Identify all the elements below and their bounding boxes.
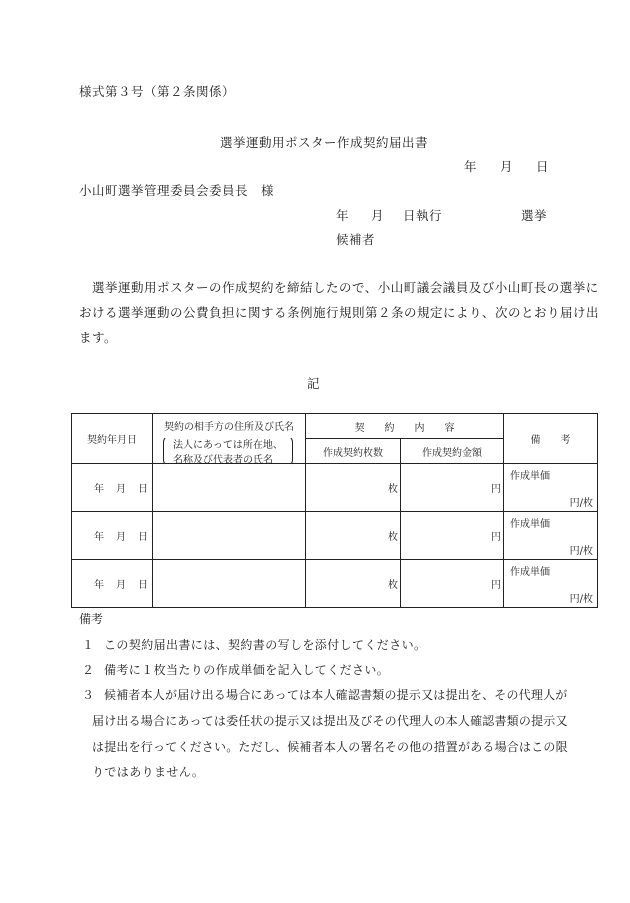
row-party (153, 464, 306, 512)
date-year-label: 年 (464, 159, 478, 174)
note-number-2: ２ (82, 663, 95, 677)
row-amount-unit: 円 (401, 512, 504, 560)
row-count-unit: 枚 (306, 560, 401, 608)
document-title: 選挙運動用ポスター作成契約届出書 (220, 135, 429, 150)
record-label: 記 (307, 376, 321, 391)
note-number-3: ３ (82, 688, 95, 702)
row-remarks (504, 464, 598, 512)
row-date: 年 月 日 (72, 512, 153, 560)
election-year-label: 年 (336, 208, 350, 223)
unit-price-label: 作成単価 (510, 519, 550, 530)
unit-price-label: 作成単価 (510, 471, 550, 482)
header-poster-count: 作成契約枚数 (306, 439, 401, 464)
form-number: 様式第３号（第２条関係） (79, 84, 236, 99)
table-row (72, 464, 598, 512)
table-row (72, 512, 598, 560)
row-remarks (504, 560, 598, 608)
header-party-line1: 契約の相手方の住所及び氏名 (164, 422, 294, 433)
row-count-unit: 枚 (306, 512, 401, 560)
row-count-unit: 枚 (306, 464, 401, 512)
note-3-line-3: は提出を行ってください。ただし、候補者本人の署名その他の措置がある場合はこの限 (92, 740, 568, 754)
note-number-1: １ (82, 638, 95, 652)
header-contract-amount: 作成契約金額 (401, 439, 504, 464)
unit-price-unit: 円/枚 (569, 594, 593, 605)
header-party-line3: 名称及び代表者の氏名 (173, 455, 273, 466)
date-day-label: 日 (536, 159, 550, 174)
election-execution-label: 日執行 (403, 208, 443, 223)
body-line-2: おける選挙運動の公費負担に関する条例施行規則第２条の規定により、次のとおり届け出 (79, 305, 600, 320)
row-date: 年 月 日 (72, 464, 153, 512)
unit-price-unit: 円/枚 (569, 498, 593, 509)
unit-price-label: 作成単価 (510, 567, 550, 578)
row-amount-unit: 円 (401, 560, 504, 608)
note-3-line-1: 候補者本人が届け出る場合にあっては本人確認書類の提示又は提出を、その代理人が (104, 688, 568, 702)
candidate-label: 候補者 (336, 232, 376, 247)
body-line-3: ます。 (79, 330, 118, 345)
header-remarks: 備 考 (504, 414, 598, 464)
header-party (153, 414, 306, 464)
row-remarks (504, 512, 598, 560)
note-1-line-1: この契約届出書には、契約書の写しを添付してください。 (104, 638, 427, 652)
row-party (153, 512, 306, 560)
body-line-1: 選挙運動用ポスターの作成契約を締結したので、小山町議会議員及び小山町長の選挙に (92, 280, 599, 295)
row-amount-unit: 円 (401, 464, 504, 512)
row-party (153, 560, 306, 608)
date-month-label: 月 (500, 159, 514, 174)
header-contract-date: 契約年月日 (72, 414, 153, 464)
notes-heading: 備考 (79, 612, 104, 626)
table-row (72, 560, 598, 608)
addressee: 小山町選挙管理委員会委員長 様 (79, 183, 275, 198)
contract-table (71, 413, 598, 608)
row-date: 年 月 日 (72, 560, 153, 608)
note-3-line-2: 届け出る場合にあっては委任状の提示又は提出及びその代理人の本人確認書類の提示又 (92, 714, 568, 728)
election-month-label: 月 (371, 208, 385, 223)
note-2-line-1: 備考に１枚当たりの作成単価を記入してください。 (104, 663, 390, 677)
header-party-line2: 法人にあっては所在地、 (173, 440, 283, 451)
note-3-line-4: りではありません。 (92, 765, 205, 779)
election-label: 選挙 (521, 208, 548, 223)
header-contract-contents: 契 約 内 容 (306, 414, 504, 439)
unit-price-unit: 円/枚 (569, 546, 593, 557)
